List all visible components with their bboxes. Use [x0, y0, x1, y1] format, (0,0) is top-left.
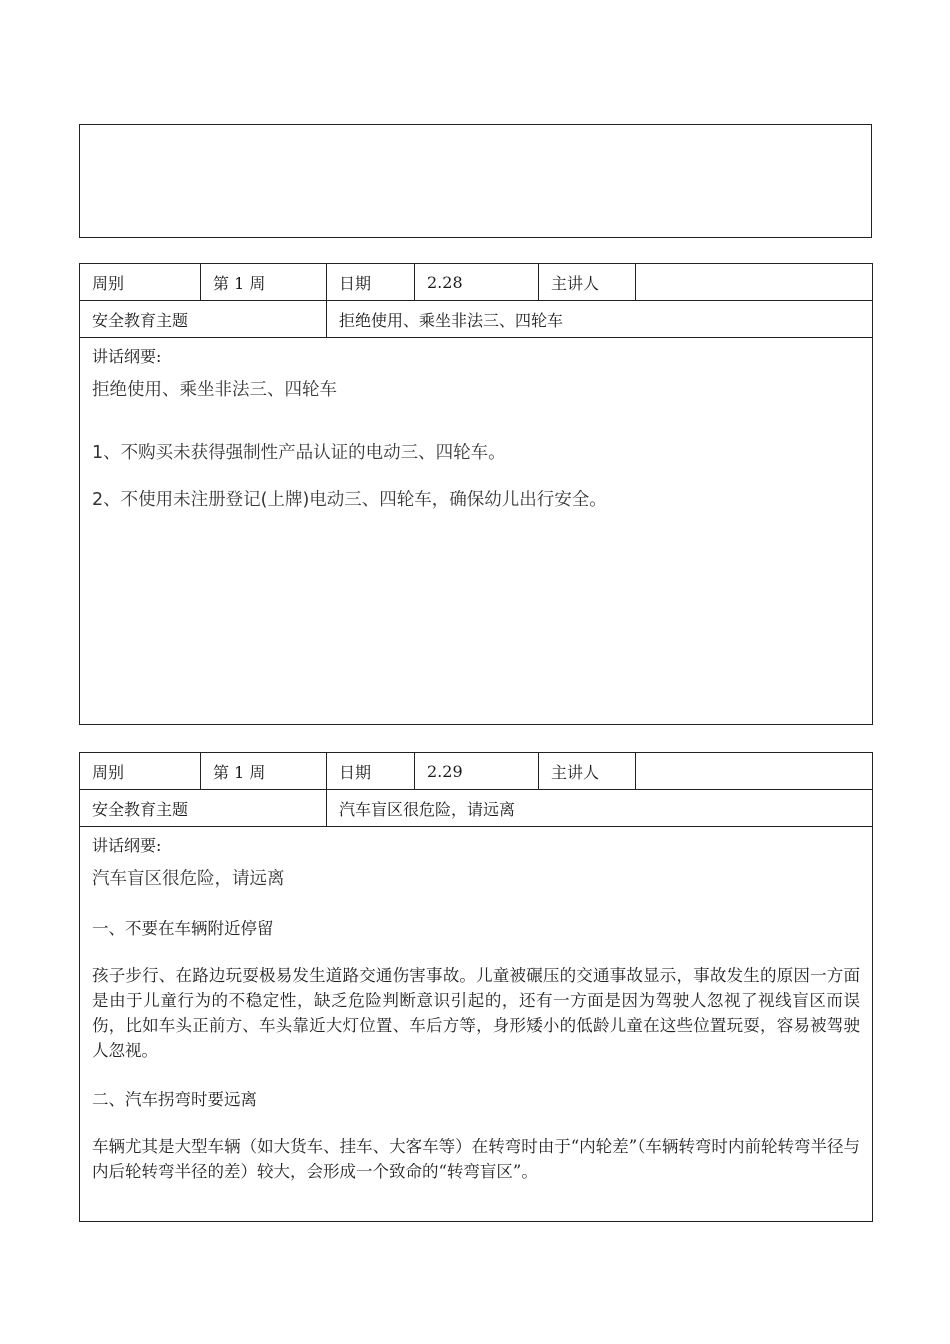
header-row — [80, 264, 873, 301]
week-value: 第 1 周 — [201, 753, 327, 790]
topic-row — [80, 790, 873, 827]
outline-title: 拒绝使用、乘坐非法三、四轮车 — [92, 380, 337, 400]
outline-paragraph: 车辆尤其是大型车辆（如大货车、挂车、大客车等）在转弯时由于“内轮差”（车辆转弯时内前轮转弯半径与内后轮转弯半径的差）较大，会形成一个致命的“转弯盲区”。 — [92, 1137, 860, 1181]
date-label: 日期 — [327, 753, 415, 790]
outline-heading: 二、汽车拐弯时要远离 — [92, 1090, 257, 1109]
topic-value: 拒绝使用、乘坐非法三、四轮车 — [327, 301, 873, 338]
topic-row — [80, 301, 873, 338]
safety-lesson-table-1 — [79, 263, 873, 725]
outline-heading: 一、不要在车辆附近停留 — [92, 919, 274, 938]
week-label: 周别 — [80, 753, 201, 790]
speaker-value — [636, 753, 873, 790]
topic-label: 安全教育主题 — [80, 301, 327, 338]
speaker-label: 主讲人 — [539, 264, 636, 301]
outline-cell — [80, 827, 873, 1222]
outline-paragraph: 孩子步行、在路边玩耍极易发生道路交通伤害事故。儿童被碾压的交通事故显示，事故发生的原因一方面是由于儿童行为的不稳定性，缺乏危险判断意识引起的，还有一方面是因为驾驶人忽视了视线盲区而误伤，比如车头正前方、车头靠近大灯位置、车后方等，身形矮小的低龄儿童在这些位置玩耍，容易被驾驶人忽视。 — [92, 966, 860, 1060]
topic-label: 安全教育主题 — [80, 790, 327, 827]
outline-item: 1、不购买未获得强制性产品认证的电动三、四轮车。 — [92, 443, 506, 463]
outline-label: 讲话纲要: — [92, 347, 162, 366]
date-label: 日期 — [327, 264, 415, 301]
outline-item: 2、不使用未注册登记(上牌)电动三、四轮车，确保幼儿出行安全。 — [92, 490, 607, 510]
outline-row — [80, 827, 873, 1222]
date-value: 2.28 — [415, 264, 539, 301]
week-label: 周别 — [80, 264, 201, 301]
header-row — [80, 753, 873, 790]
week-value: 第 1 周 — [201, 264, 327, 301]
speaker-value — [636, 264, 873, 301]
topic-value: 汽车盲区很危险，请远离 — [327, 790, 873, 827]
safety-lesson-table-2 — [79, 752, 873, 1222]
speaker-label: 主讲人 — [539, 753, 636, 790]
date-value: 2.29 — [415, 753, 539, 790]
outline-row — [80, 338, 873, 725]
outline-title: 汽车盲区很危险，请远离 — [92, 869, 285, 889]
outline-cell — [80, 338, 873, 725]
outline-label: 讲话纲要: — [92, 836, 162, 855]
empty-header-box — [79, 124, 872, 238]
